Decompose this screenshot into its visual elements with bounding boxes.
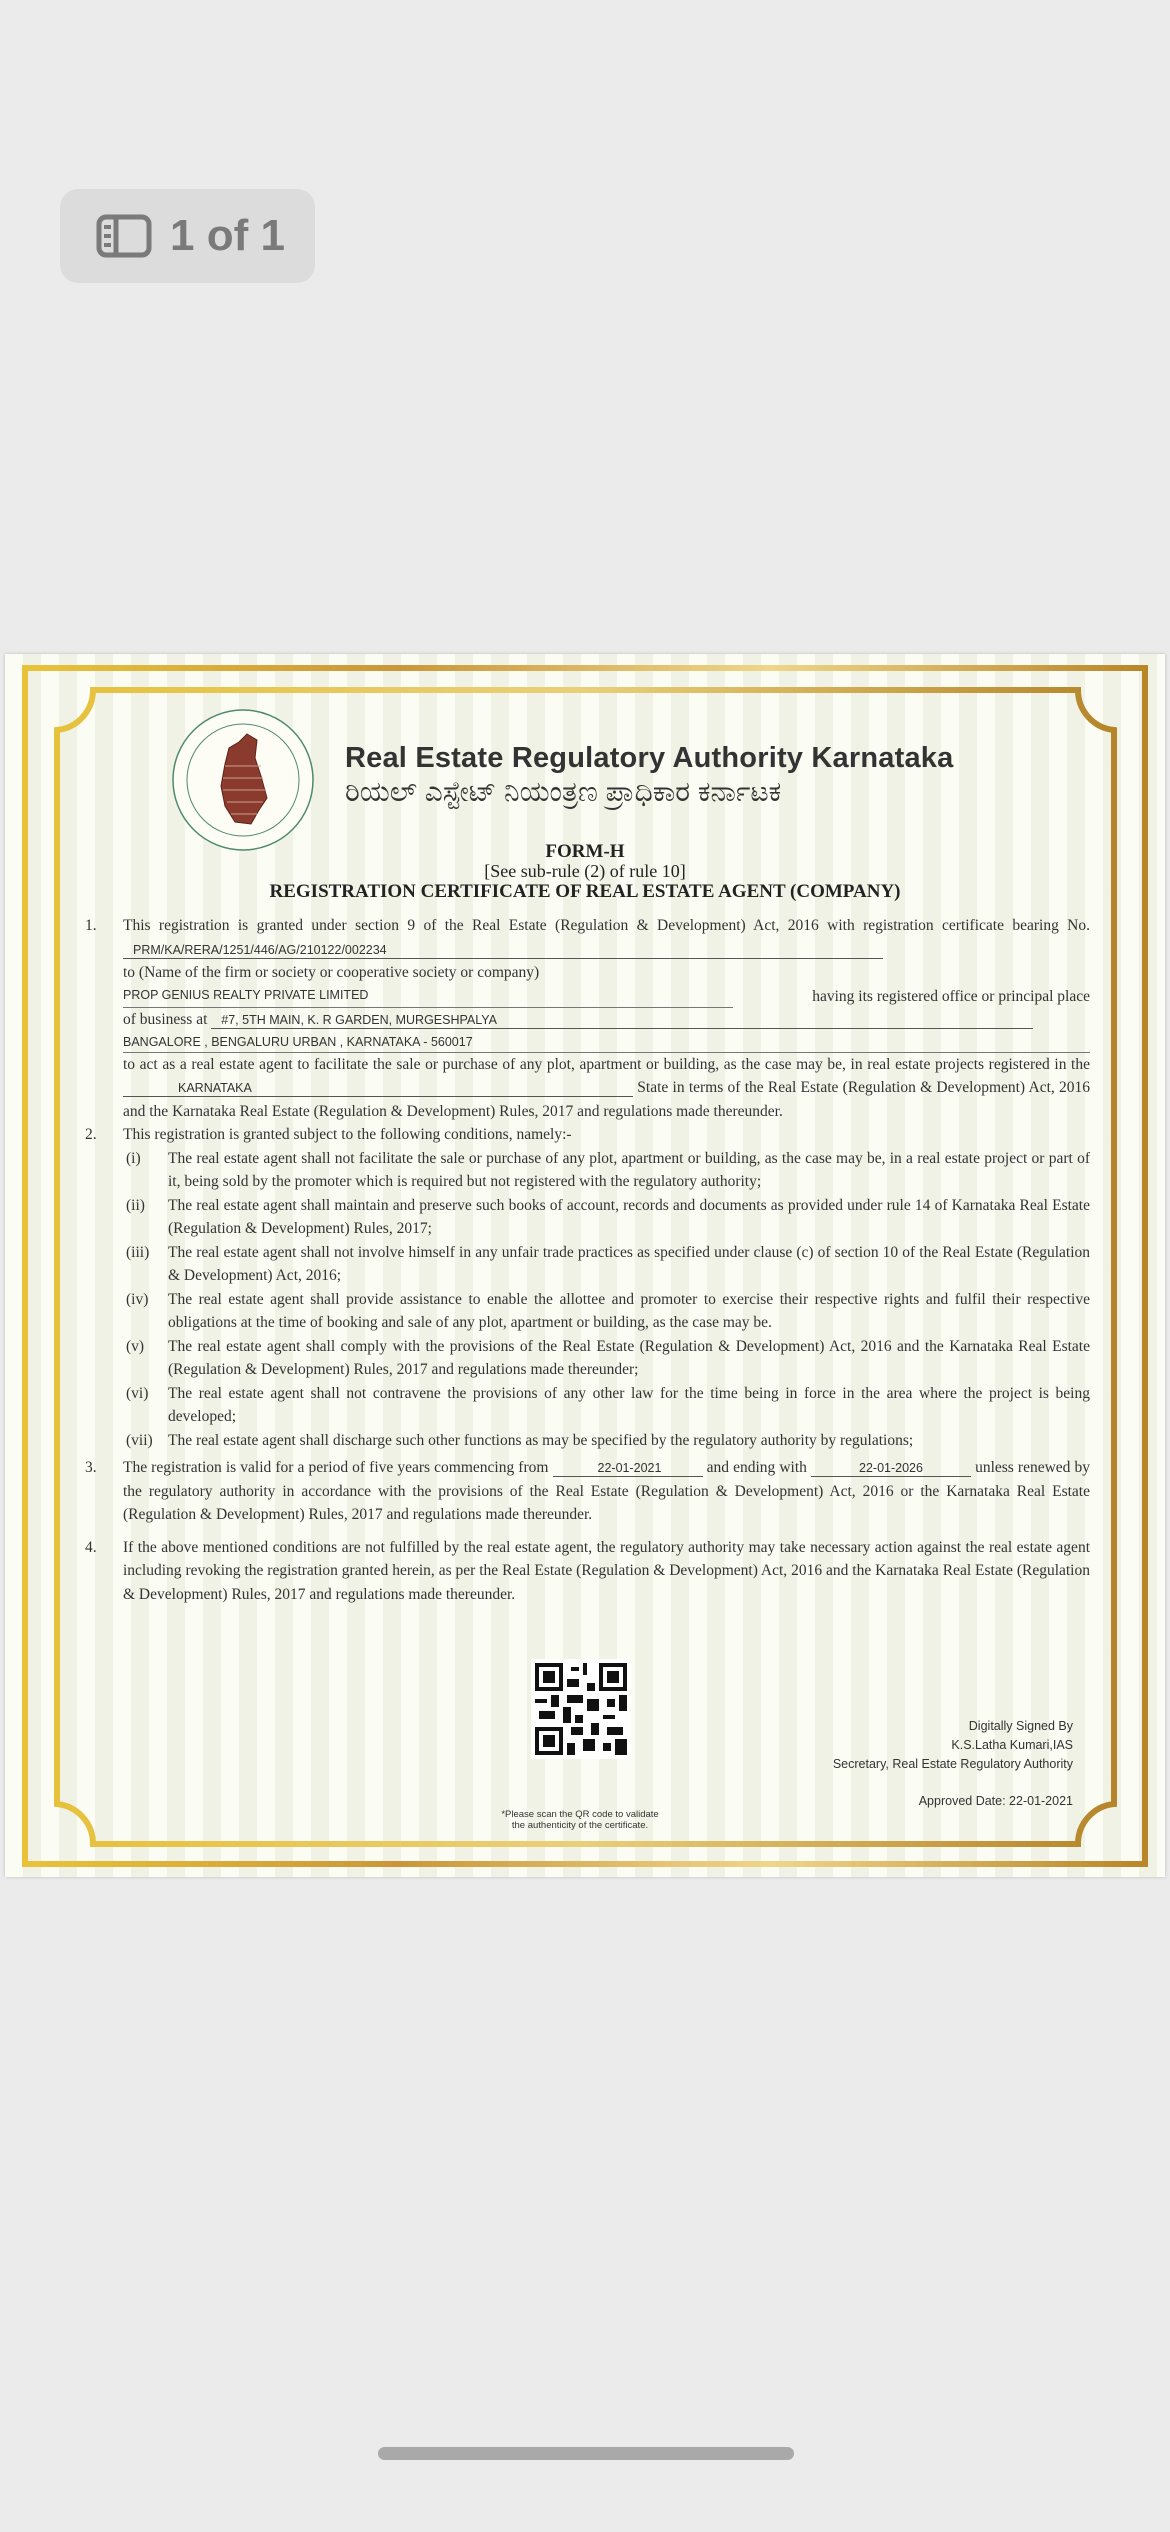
signatory-name: K.S.Latha Kumari,IAS [951,1738,1073,1752]
condition-number: (ii) [126,1196,145,1214]
clause-text: of business at [123,1011,208,1028]
qr-caption-line: *Please scan the QR code to validate [501,1809,659,1820]
qr-caption-line: the authenticity of the certificate. [511,1820,649,1831]
home-indicator[interactable] [378,2447,794,2460]
condition-text: The real estate agent shall not contravene the provisions of any other law for the time being in force in the area where the project is being developed; [168,1384,1090,1425]
certificate-body [85,914,1090,1606]
condition-number: (iii) [126,1243,150,1261]
firm-name: PROP GENIUS REALTY PRIVATE LIMITED [123,985,733,1009]
clause-number: 1. [85,917,97,934]
clause-text: and ending with [706,1459,807,1476]
certificate-page [5,654,1165,1877]
condition-item [123,1147,1090,1194]
clause-text: State in terms of the Real Estate (Regulation & Development) Act, 2016 and the Karnataka Real Estate (Regulation & Development) Rules, 2017 and regulations made thereunder. [123,1079,1091,1120]
clause-number: 2. [85,1126,97,1143]
clause-text: having its registered office or principal place [812,987,1090,1005]
address-line-2: BANGALORE , BENGALURU URBAN , KARNATAKA - 560017 [123,1032,1090,1053]
state-name: KARNATAKA [123,1080,633,1097]
registration-number: PRM/KA/RERA/1251/446/AG/210122/002234 [123,942,883,959]
clause-4 [85,1536,1090,1607]
condition-item [123,1429,1090,1453]
qr-caption [475,1809,685,1831]
condition-text: The real estate agent shall comply with the provisions of the Real Estate (Regulation & Development) Act, 2016 and the Karnataka Real Estate (Regulation & Development) Rules, 2017 and regulations made thereunder; [168,1337,1090,1378]
page-indicator-button[interactable] [60,189,315,283]
condition-number: (vii) [126,1431,153,1449]
signature-label: Digitally Signed By [968,1719,1073,1733]
valid-until-date: 22-01-2026 [811,1460,971,1477]
approved-date: Approved Date: 22-01-2021 [918,1794,1073,1808]
condition-number: (iv) [126,1290,149,1308]
clause-text: to act as a real estate agent to facilitate the sale or purchase of any plot, apartment or building, as the case may be, in real estate projects registered in the [123,1055,1090,1073]
clause-text: If the above mentioned conditions are not fulfilled by the real estate agent, the regulatory authority may take necessary action against the real estate agent including revoking the registration granted herein, as per the Real Estate (Regulation & Development) Act, 2016 and the Karnataka Real Estate (Regulation & Development) Rules, 2017 and regulations made thereunder. [123,1538,1090,1603]
address-line-1: #7, 5TH MAIN, K. R GARDEN, MURGESHPALYA [211,1012,1033,1029]
form-rule: [See sub-rule (2) of rule 10] [484,861,686,881]
condition-item [123,1288,1090,1335]
clause-text: This registration is granted under section 9 of the Real Estate (Regulation & Development) Act, 2016 with registration certificate bearing No. [123,917,1090,934]
clause-2 [85,1123,1090,1452]
clause-text: unless renewed by the regulatory authority in accordance with the provisions of the Real Estate (Regulation & Development) Act, 2016 or the Karnataka Real Estate (Regulation & Development) Rules, 2017 and regulations made thereunder. [123,1459,1091,1523]
signatory-title: Secretary, Real Estate Regulatory Authority [832,1757,1073,1771]
form-name: FORM-H [545,841,625,862]
condition-text: The real estate agent shall maintain and preserve such books of account, records and documents as provided under rule 14 of Karnataka Real Estate (Regulation & Development) Rules, 2017; [168,1196,1090,1237]
clause-number: 4. [85,1538,97,1556]
condition-text: The real estate agent shall not facilitate the sale or purchase of any plot, apartment or building, as the case may be, in a real estate project or part of it, being sold by the promoter which is required but not registered with the regulatory authority; [168,1149,1090,1190]
condition-item [123,1335,1090,1382]
certificate-heading: REGISTRATION CERTIFICATE OF REAL ESTATE AGENT (COMPANY) [269,881,901,902]
condition-text: The real estate agent shall discharge such other functions as may be specified by the regulatory authority by regulations; [168,1431,914,1449]
condition-number: (vi) [126,1384,149,1402]
clause-number: 3. [85,1459,97,1476]
condition-item [123,1194,1090,1241]
qr-code [531,1659,631,1759]
authority-title-kannada: ರಿಯಲ್ ಎಸ್ಟೇಟ್ ನಿಯಂತ್ರಣ ಪ್ರಾಧಿಕಾರ ಕರ್ನಾಟಕ [345,776,782,807]
condition-item [123,1241,1090,1288]
authority-title: Real Estate Regulatory Authority Karnataka [345,742,954,774]
clause-3 [85,1456,1090,1527]
valid-from-date: 22-01-2021 [553,1460,703,1477]
condition-text: The real estate agent shall not involve himself in any unfair trade practices as specified under clause (c) of section 10 of the Real Estate (Regulation & Development) Act, 2016; [168,1243,1090,1284]
clause-text: The registration is valid for a period of five years commencing from [123,1459,549,1476]
clause-1 [85,914,1090,1123]
sidebar-icon [96,214,152,258]
condition-number: (i) [126,1149,141,1167]
condition-number: (v) [126,1337,145,1355]
condition-text: The real estate agent shall provide assistance to enable the allottee and promoter to exercise their respective rights and fulfil their respective obligations at the time of booking and sale of any plot, apartment or building, as the case may be. [168,1290,1090,1331]
digital-signature [833,1717,1073,1811]
clause-text: to (Name of the firm or society or cooperative society or company) [123,964,540,981]
clause-text: This registration is granted subject to the following conditions, namely:- [123,1126,572,1143]
page-count: 1 of 1 [170,211,285,260]
condition-item [123,1382,1090,1429]
rera-karnataka-seal-logo [169,706,317,854]
